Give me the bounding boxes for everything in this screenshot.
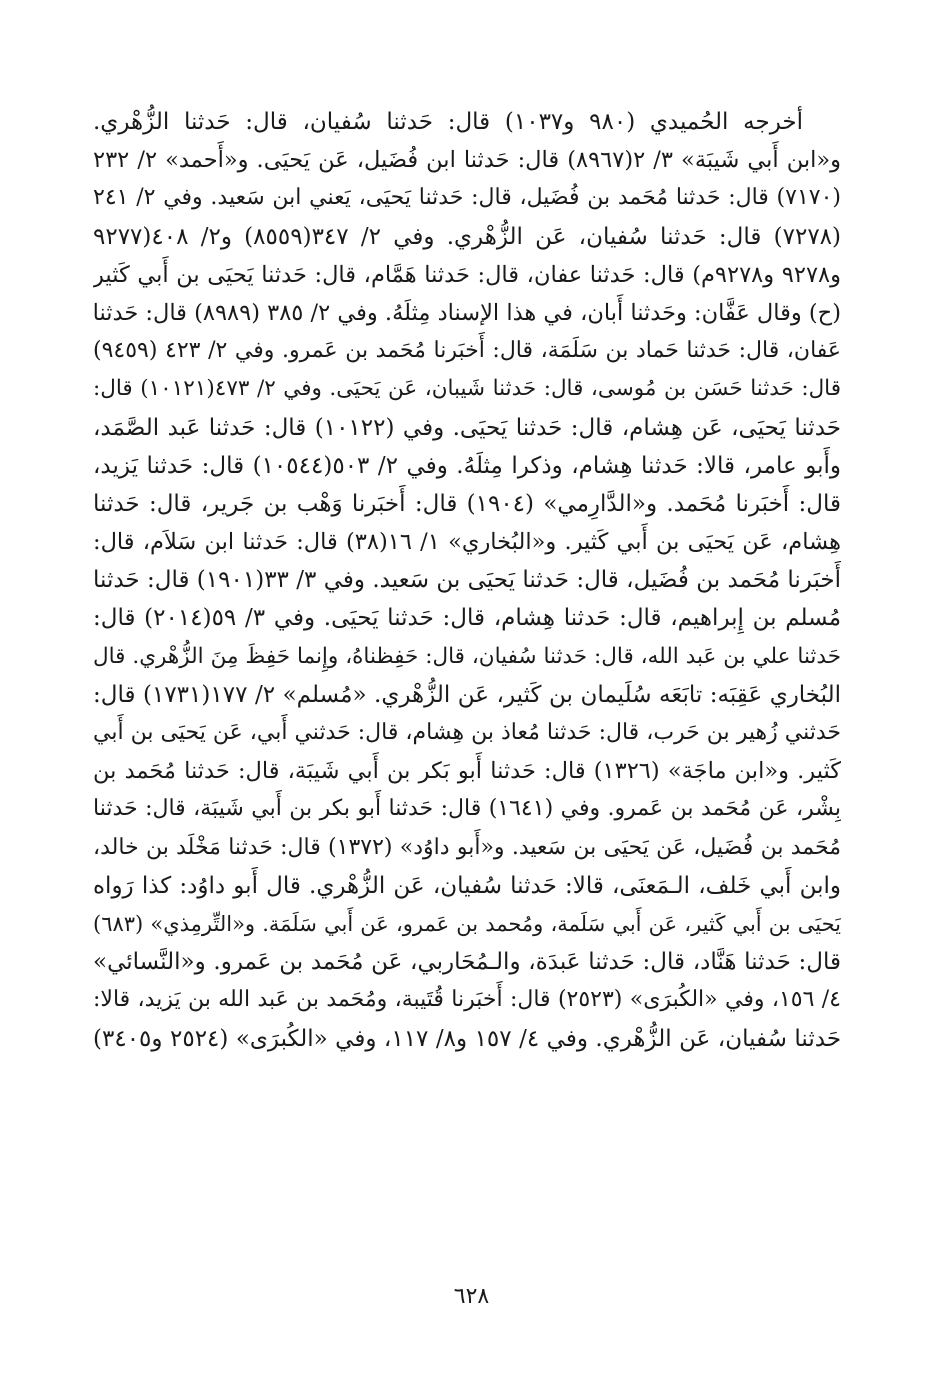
text-line: (ح) وقال عَفَّان: وحَدثنا أَبان، في هذا الإسناد مِثلَهُ. وفي ٢/ ٣٨٥ (٨٩٨٩) قال: حَدثنا	[93, 299, 841, 326]
text-line: مُسلم بن إِبراهيم، قال: حَدثنا هِشام، قال: حَدثنا يَحيَى. وفي ٣/ ٥٩(٢٠١٤) قال:	[93, 605, 841, 632]
text-line: قال: حَدثنا حَسَن بن مُوسى، قال: حَدثنا شَيبان، عَن يَحيَى. وفي ٢/ ٤٧٣(١٠١٢١) قال:	[93, 376, 841, 402]
text-line: يَحيَى بن أَبي كَثير، عَن أَبي سَلَمة، ومُحمد بن عَمرو، عَن أَبي سَلَمَة. و«التِّرمِذي» (٦٨٣)	[93, 911, 841, 936]
text-line: بِشْر، عَن مُحَمد بن عَمرو. وفي (١٦٤١) قال: حَدثنا أَبو بكر بن أَبي شَيبَة، قال: حَدثنا	[93, 796, 841, 822]
page-number: ٦٢٨	[453, 1284, 490, 1309]
text-line: ٤/ ١٥٦، وفي «الكُبرَى» (٢٥٢٣) قال: أَخبَرنا قُتَيبة، ومُحَمد بن عَبد الله بن يَزيد، قالا:	[93, 987, 841, 1013]
text-line: (٧٢٧٨) قال: حَدثنا سُفيان، عَن الزُّهْري. وفي ٢/ ٣٤٧(٨٥٥٩) و٢/ ٤٠٨(٩٢٧٧	[93, 223, 841, 250]
text-line: وأَبو عامر، قالا: حَدثنا هِشام، وذكرا مِثلَهُ. وفي ٢/ ٥٠٣(١٠٥٤٤) قال: حَدثنا يَزيد،	[93, 452, 841, 479]
text-line: و٩٢٧٨ و٩٢٧٨م) قال: حَدثنا عفان، قال: حَدثنا هَمَّام، قال: حَدثنا يَحيَى بن أَبي كَثير	[93, 261, 841, 288]
text-line: قال: حَدثنا هَنَّاد، قال: حَدثنا عَبدَة، والـمُحَاربي، عَن مُحَمد بن عَمرو. و«النَّسائي»	[93, 949, 841, 976]
text-line: حَدثني زُهير بن حَرب، قال: حَدثنا مُعاذ بن هِشام، قال: حَدثني أَبي، عَن يَحيَى بن أَبي	[93, 720, 841, 745]
text-line: البُخاري عَقِبَه: تابَعَه سُلَيمان بن كَثير، عَن الزُّهْري. «مُسلم» ٢/ ١٧٧(١٧٣١) قال:	[93, 681, 841, 708]
text-line: حَدثنا يَحيَى، عَن هِشام، قال: حَدثنا يَحيَى. وفي (١٠١٢٢) قال: حَدثنا عَبد الصَّمَد،	[93, 414, 841, 441]
text-line: هِشام، عَن يَحيَى بن أَبي كَثير. و«البُخاري» ١/ ١٦(٣٨) قال: حَدثنا ابن سَلاَم، قال:	[93, 529, 841, 556]
text-line: (٧١٧٠) قال: حَدثنا مُحَمد بن فُضَيل، قال: حَدثنا يَحيَى، يَعني ابن سَعيد. وفي ٢/ ٢٤١	[93, 185, 841, 211]
hadith-takhrij-paragraph	[93, 103, 841, 1058]
text-line: عَفان، قال: حَدثنا حَماد بن سَلَمَة، قال: أَخبَرنا مُحَمد بن عَمرو. وفي ٢/ ٤٢٣ (٩٤٥٩)	[93, 338, 841, 364]
text-line: كَثير. و«ابن ماجَة» (١٣٢٦) قال: حَدثنا أَبو بَكر بن أَبي شَيبَة، قال: حَدثنا مُحَمد بن	[93, 758, 841, 785]
text-line: مُحَمد بن فُضَيل، عَن يَحيَى بن سَعيد. و«أَبو داوُد» (١٣٧٢) قال: حَدثنا مَخْلَد بن خالد،	[93, 834, 841, 860]
text-line: وابن أَبي خَلف، الـمَعنَى، قالا: حَدثنا سُفيان، عَن الزُّهْري. قال أَبو داوُد: كذا رَواه	[93, 872, 841, 899]
text-line: قال: أَخبَرنا مُحَمد. و«الدَّارِمي» (١٩٠٤) قال: أَخبَرنا وَهْب بن جَرير، قال: حَدثنا	[93, 490, 841, 517]
text-line: أَخبَرنا مُحَمد بن فُضَيل، قال: حَدثنا يَحيَى بن سَعيد. وفي ٣/ ٣٣(١٩٠١) قال: حَدثنا	[93, 567, 841, 594]
text-line: حَدثنا علي بن عَبد الله، قال: حَدثنا سُفيان، قال: حَفِظناهُ، وإِنما حَفِظَ مِنَ الزُّهْري. قال	[93, 643, 841, 669]
text-line: أخرجه الحُميدي (٩٨٠ و١٠٣٧) قال: حَدثنا سُفيان، قال: حَدثنا الزُّهْري.	[93, 109, 803, 135]
text-line: و«ابن أَبي شَيبَة» ٣/ ٢(٨٩٦٧) قال: حَدثنا ابن فُضَيل، عَن يَحيَى. و«أَحمد» ٢/ ٢٣٢	[93, 147, 841, 174]
text-line: حَدثنا سُفيان، عَن الزُّهْري. وفي ٤/ ١٥٧ و٨/ ١١٧، وفي «الكُبرَى» (٢٥٢٤ و٣٤٠٥)	[93, 1025, 841, 1052]
